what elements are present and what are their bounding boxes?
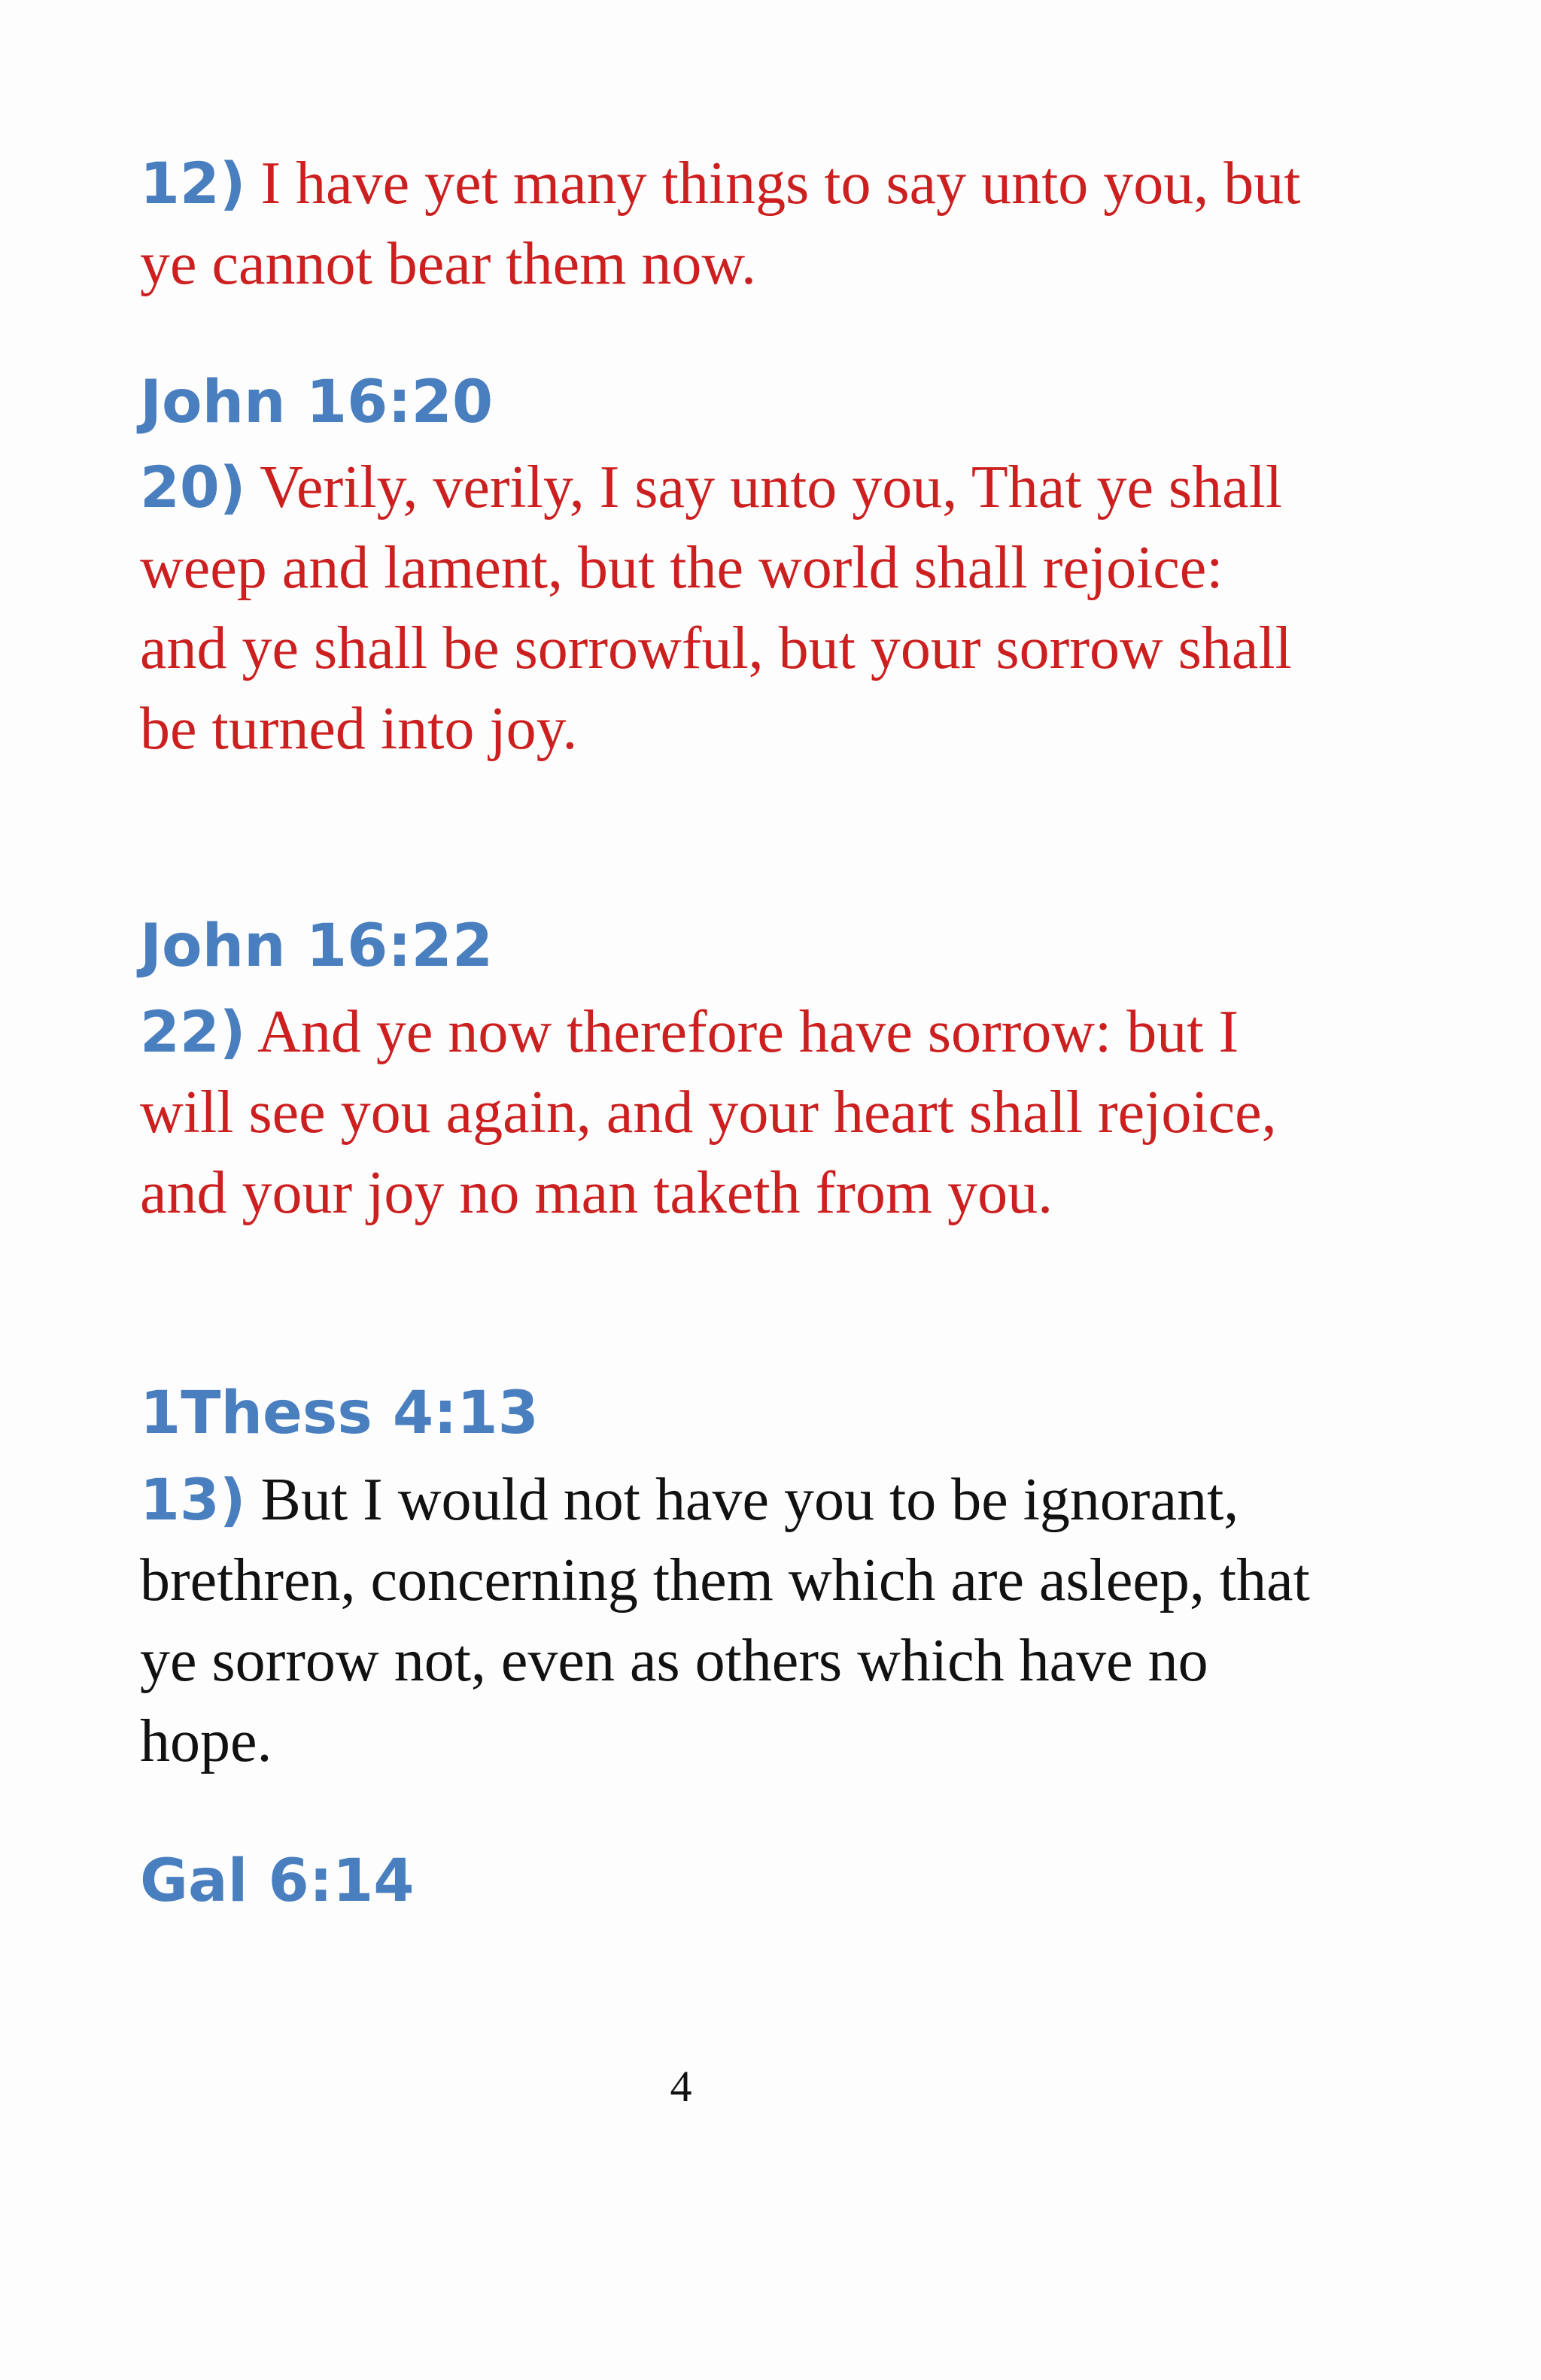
verse-number: 12)	[140, 150, 246, 217]
verse-block	[140, 991, 1314, 1234]
verse-text: Verily, verily, I say unto you, That ye shall weep and lament, but the world shall rejoice: and ye shall be sorrowful, but your sorrow shall be turned into joy.	[140, 454, 1292, 762]
verse-number: 22)	[140, 998, 246, 1065]
scripture-reference: Gal 6:14	[140, 1847, 415, 1915]
verse-block	[140, 447, 1314, 770]
verse-block	[140, 1459, 1314, 1782]
verse-text: And ye now therefore have sorrow: but I will see you again, and your heart shall rejoice, and your joy no man taketh from you.	[140, 999, 1277, 1226]
verse-text: But I would not have you to be ignorant, brethren, concerning them which are asleep, that ye sorrow not, even as others which have no hope.	[140, 1467, 1310, 1774]
verse-block	[140, 143, 1314, 305]
scripture-reference: John 16:22	[140, 912, 494, 980]
verse-number: 20)	[140, 454, 246, 521]
verse-number: 13)	[140, 1466, 246, 1533]
page-number: 4	[670, 2062, 692, 2111]
scripture-reference: John 16:20	[140, 369, 494, 436]
scripture-reference: 1Thess 4:13	[140, 1380, 539, 1447]
verse-text: I have yet many things to say unto you, but ye cannot bear them now.	[140, 150, 1301, 297]
